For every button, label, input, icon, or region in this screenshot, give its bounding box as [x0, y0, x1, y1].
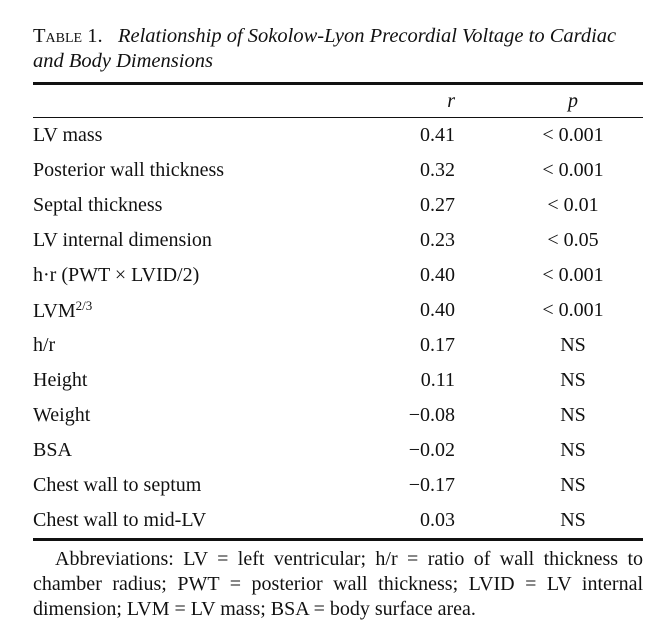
row-label-text: Height	[33, 369, 88, 391]
row-label-text: Weight	[33, 404, 91, 426]
table-caption	[33, 24, 643, 74]
p-value: < 0.01	[547, 194, 599, 216]
row-label-text: LV internal dimension	[33, 229, 212, 251]
r-value: 0.41	[420, 124, 455, 146]
table-row	[33, 503, 643, 538]
table-row	[33, 188, 643, 223]
table-label: Table 1.	[33, 25, 103, 47]
r-value: −0.08	[408, 404, 455, 426]
r-value: 0.17	[420, 334, 455, 356]
row-label	[33, 293, 355, 328]
row-label-text: BSA	[33, 439, 72, 461]
row-label	[33, 433, 355, 468]
r-value: 0.11	[420, 369, 455, 391]
header-row	[33, 85, 643, 117]
row-label-text: Chest wall to septum	[33, 474, 202, 496]
row-label-superscript: 2/3	[75, 298, 93, 313]
table-row	[33, 328, 643, 363]
row-label-text: LVM	[33, 300, 76, 322]
row-label	[33, 258, 355, 293]
r-value: 0.27	[420, 194, 455, 216]
p-value: NS	[560, 439, 586, 461]
table-row	[33, 363, 643, 398]
table-row	[33, 223, 643, 258]
r-value: 0.40	[420, 264, 455, 286]
row-label	[33, 223, 355, 258]
row-label-text: h/r	[33, 334, 56, 356]
table-row	[33, 398, 643, 433]
p-value: NS	[560, 474, 586, 496]
row-label	[33, 153, 355, 188]
header-name	[33, 85, 355, 117]
p-value: < 0.001	[542, 264, 604, 286]
r-value: 0.23	[420, 229, 455, 251]
r-value: 0.40	[420, 299, 455, 321]
row-label-text: Chest wall to mid-LV	[33, 509, 207, 531]
p-value: NS	[560, 369, 586, 391]
row-label	[33, 118, 355, 153]
r-value: −0.02	[408, 439, 455, 461]
p-value: < 0.001	[542, 124, 604, 146]
table-title: Relationship of Sokolow-Lyon Precordial Voltage to Cardiac and Body Dimensions	[33, 25, 617, 72]
header-r: r	[447, 89, 455, 112]
p-value: < 0.001	[542, 299, 604, 321]
row-label	[33, 468, 355, 503]
row-label-text: Posterior wall thickness	[33, 159, 225, 181]
p-value: NS	[560, 404, 586, 426]
row-label-text: LV mass	[33, 124, 103, 146]
row-label	[33, 328, 355, 363]
r-value: −0.17	[408, 474, 455, 496]
r-value: 0.03	[420, 509, 455, 531]
table-row	[33, 293, 643, 328]
table-row	[33, 468, 643, 503]
row-label	[33, 503, 355, 538]
row-label-text: Septal thickness	[33, 194, 163, 216]
p-value: NS	[560, 509, 586, 531]
table-row	[33, 433, 643, 468]
r-value: 0.32	[420, 159, 455, 181]
table-row	[33, 258, 643, 293]
bottom-rule	[33, 538, 643, 541]
row-label-text: h·r (PWT × LVID/2)	[33, 264, 200, 286]
row-label	[33, 188, 355, 223]
row-label	[33, 363, 355, 398]
footnote: Abbreviations: LV = left ventricular; h/r = ratio of wall thickness to chamber radius; PWT = posterior wall thickness; LVID = LV internal dimension; LVM = LV mass; BSA = body surface area.	[33, 548, 643, 620]
header-p: p	[568, 89, 578, 112]
row-label	[33, 398, 355, 433]
p-value: < 0.05	[547, 229, 599, 251]
table-container	[33, 24, 643, 622]
table-row	[33, 153, 643, 188]
p-value: NS	[560, 334, 586, 356]
data-table	[33, 85, 643, 538]
p-value: < 0.001	[542, 159, 604, 181]
table-row	[33, 118, 643, 153]
